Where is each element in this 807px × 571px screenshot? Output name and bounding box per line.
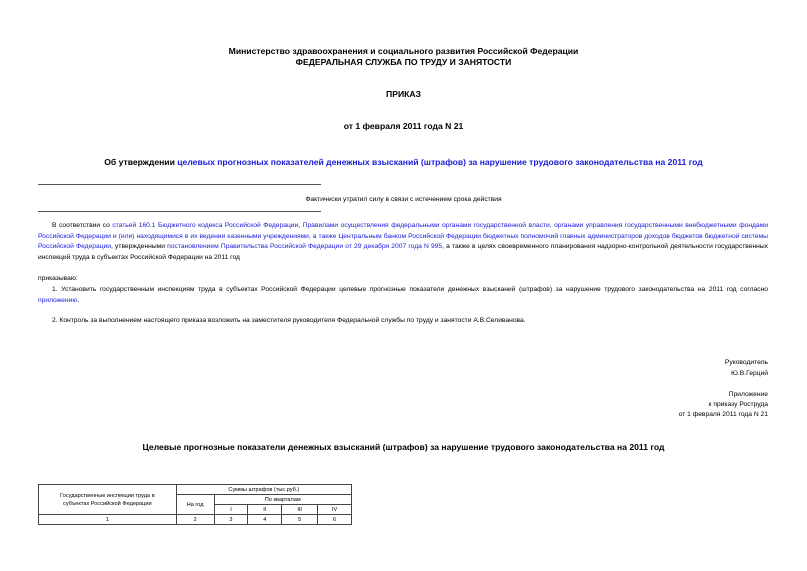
preamble-paragraph <box>38 221 768 263</box>
doc-title <box>0 157 807 167</box>
divider-bottom <box>38 211 321 212</box>
header-quarter-4: IV <box>318 505 352 515</box>
col-number-2: 2 <box>176 515 214 525</box>
header-quarter-2: II <box>248 505 282 515</box>
appendix-ref: к приказу Роструда <box>708 401 768 408</box>
ministry-name: Министерство здравоохранения и социального развития Российской Федерации <box>228 46 579 56</box>
status-note: Фактически утратил силу в связи с истечением срока действия <box>305 196 502 203</box>
preamble-text-3: , утвержденными <box>111 243 168 251</box>
header-quarter-3: III <box>282 505 318 515</box>
order-item-1 <box>38 285 768 306</box>
preamble-text-2: , <box>298 222 303 229</box>
order-item-1-text: 1. Установить государственным инспекциям труда в субъектах Российской Федерации целевые прогнозные показатели денежных взысканий (штрафов) за нарушение трудового законодательства на 2011 год согласно <box>52 286 768 293</box>
doc-date-number: от 1 февраля 2011 года N 21 <box>343 121 464 131</box>
fines-table <box>38 484 352 525</box>
header-region: Государственные инспекции труда в субъектах Российской Федерации <box>39 485 177 515</box>
preamble-text-4: , а также в целях своевременного планирования надзорно-контрольной деятельности государственных инспекций труда в субъектах Российской Федерации на 2011 год <box>38 243 768 261</box>
col-number-5: 5 <box>282 515 318 525</box>
service-name: ФЕДЕРАЛЬНАЯ СЛУЖБА ПО ТРУДУ И ЗАНЯТОСТИ <box>295 57 512 67</box>
resolution-link[interactable]: постановлением Правительства Российской Федерации от 29 декабря 2007 года N 995 <box>167 243 443 251</box>
preamble-text-1: В соответствии со <box>52 222 113 229</box>
appendix-date: от 1 февраля 2011 года N 21 <box>678 411 768 418</box>
appendix-title: Целевые прогнозные показатели денежных взысканий (штрафов) за нарушение трудового законодательства на 2011 год <box>142 442 665 452</box>
rules-link[interactable]: Правилами осуществления федеральными органами государственной власти, органами управления государственными внебюджетными фондами Российской Федерации и (или) находящимися в их ведении казенными учреждениями, а также Центральным банком Российской Федерации бюджетных полномочий главных администраторов доходов бюджетов бюджетной системы Российской Федерации <box>38 222 768 251</box>
appendix-label: Приложение <box>728 391 768 398</box>
divider-top <box>38 184 321 185</box>
signature-position: Руководитель <box>724 359 768 366</box>
order-word: приказываю: <box>38 275 78 282</box>
doc-title-prefix: Об утверждении <box>104 157 178 167</box>
col-number-3: 3 <box>214 515 248 525</box>
col-number-6: 6 <box>318 515 352 525</box>
order-item-2: 2. Контроль за выполнением настоящего приказа возложить на заместителя руководителя Федеральной службы по труду и занятости А.В.Селиванова. <box>52 317 526 324</box>
order-item-1-end: . <box>77 296 80 304</box>
col-number-4: 4 <box>248 515 282 525</box>
header-sum: Суммы штрафов (тыс.руб.) <box>176 485 351 495</box>
col-number-1: 1 <box>39 515 177 525</box>
budget-code-link[interactable]: статьей 160.1 Бюджетного кодекса Российской Федерации <box>112 222 299 229</box>
doc-type: ПРИКАЗ <box>386 89 421 99</box>
header-year: На год <box>176 495 214 515</box>
appendix-link[interactable]: приложению <box>38 296 78 304</box>
header-quarter-1: I <box>214 505 248 515</box>
doc-title-link[interactable]: целевых прогнозных показателей денежных взысканий (штрафов) за нарушение трудового законодательства на 2011 год <box>177 157 703 167</box>
signature-name: Ю.В.Герций <box>731 370 768 377</box>
header-quarters: По кварталам <box>214 495 351 505</box>
